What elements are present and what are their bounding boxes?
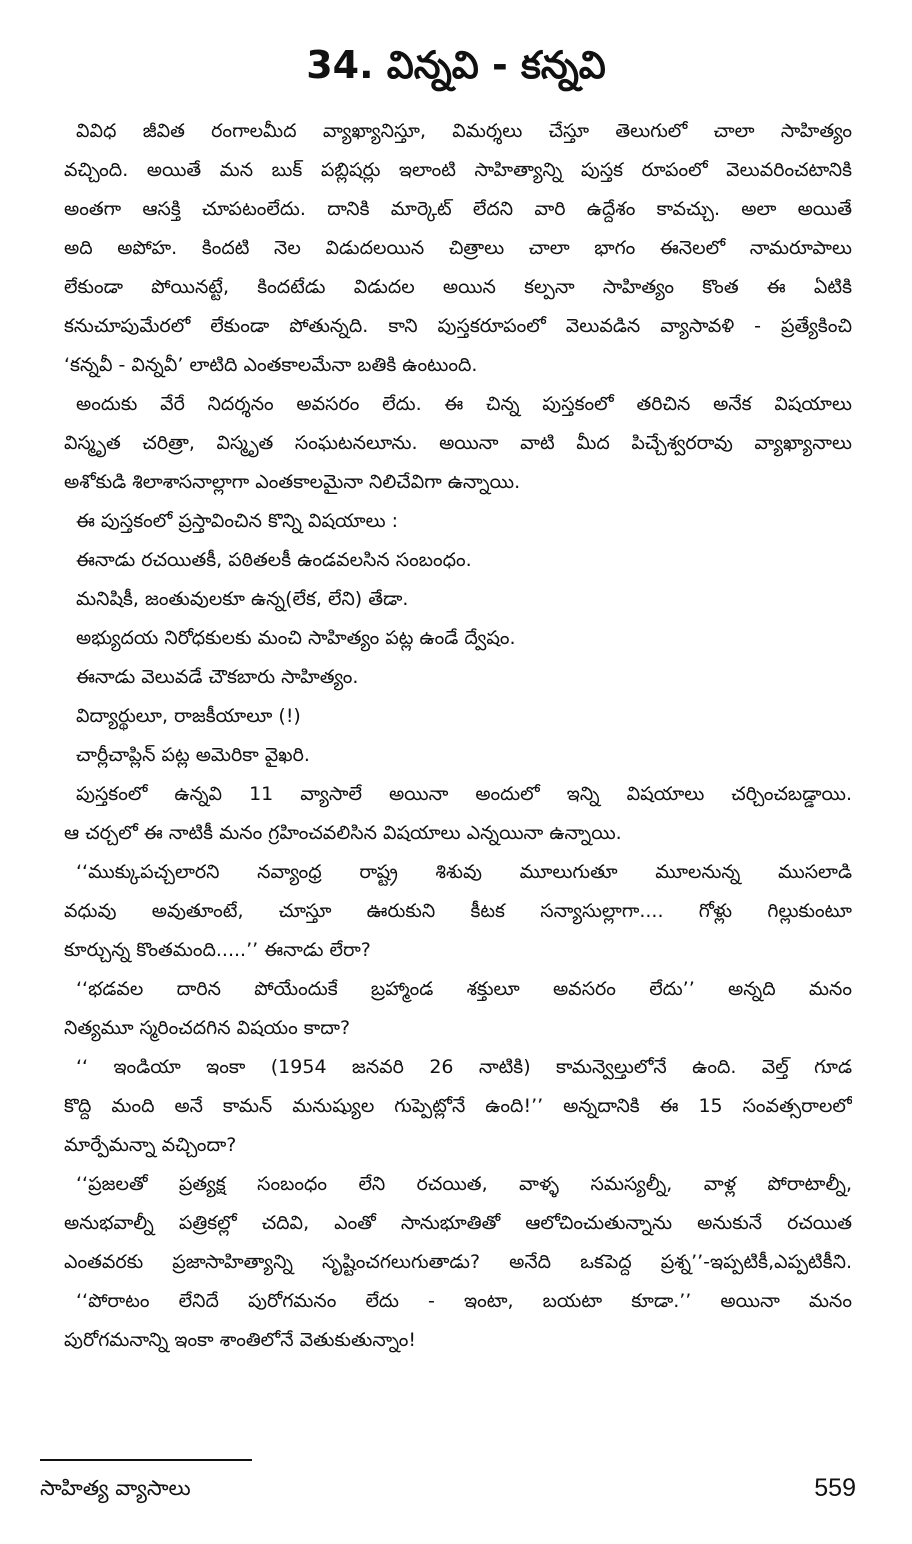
footer-divider <box>40 1459 252 1461</box>
quote-line: వధువు అవుతూంటే, చూస్తూ ఊరుకుని కీటక సన్యాసుల్లాగా.... గోళ్లు గిల్లుకుంటూ <box>64 900 852 922</box>
quote-line: మార్పేమన్నా వచ్చిందా? <box>64 1134 237 1156</box>
text-line: పుస్తకంలో ఉన్నవి 11 వ్యాసాలే అయినా అందులో ఇన్ని విషయాలు చర్చించబడ్డాయి. <box>76 783 852 805</box>
quote-line: ‘‘భడవల దారిన పోయేందుకే బ్రహ్మాండ శక్తులూ అవసరం లేదు’’ అన్నది మనం <box>76 978 852 1000</box>
list-item: చార్లీచాప్లిన్ పట్ల అమెరికా వైఖరి. <box>76 744 310 766</box>
list-heading: ఈ పుస్తకంలో ప్రస్తావించిన కొన్ని విషయాలు : <box>76 510 399 532</box>
list-item: విద్యార్థులూ, రాజకీయాలూ (!) <box>76 705 301 727</box>
text-line: వివిధ జీవిత రంగాలమీద వ్యాఖ్యానిస్తూ, విమర్శలు చేస్తూ తెలుగులో చాలా సాహిత్యం <box>76 120 852 142</box>
chapter-title: 34. విన్నవి - కన్నవి <box>306 43 606 87</box>
text-line: అందుకు వేరే నిదర్శనం అవసరం లేదు. ఈ చిన్న పుస్తకంలో తరిచిన అనేక విషయాలు <box>76 393 852 415</box>
page-number: 559 <box>814 1474 856 1502</box>
text-line: ఆ చర్చలో ఈ నాటికీ మనం గ్రహించవలిసిన విషయాలు ఎన్నయినా ఉన్నాయి. <box>64 822 622 844</box>
quote-line: ‘‘ ఇండియా ఇంకా (1954 జనవరి 26 నాటికి) కామన్వెల్తులోనే ఉంది. వెల్త్ గూడ <box>76 1056 852 1078</box>
quote-line: నిత్యమూ స్మరించదగిన విషయం కాదా? <box>64 1017 351 1039</box>
text-line: ‘కన్నవీ - విన్నవీ’ లాటిది ఎంతకాలమేనా బతికి ఉంటుంది. <box>64 354 478 376</box>
text-line: అశోకుడి శిలాశాసనాల్లాగా ఎంతకాలమైనా నిలిచేవిగా ఉన్నాయి. <box>64 471 521 493</box>
text-line: లేకుండా పోయినట్టే, కిందటేడు విడుదల అయిన కల్పనా సాహిత్యం కొంత ఈ ఏటికి <box>64 276 852 298</box>
list-item: ఈనాడు రచయితకీ, పఠితలకీ ఉండవలసిన సంబంధం. <box>76 549 472 571</box>
text-line: పురోగమనాన్ని ఇంకా శాంతిలోనే వెతుకుతున్నాం! <box>64 1329 416 1351</box>
text-line: అది అపోహ. కిందటి నెల విడుదలయిన చిత్రాలు చాలా భాగం ఈనెలలో నామరూపాలు <box>64 237 852 259</box>
text-line: అంతగా ఆసక్తి చూపటంలేదు. దానికి మార్కెట్ లేదని వారి ఉద్దేశం కావచ్చు. అలా అయితే <box>64 198 852 220</box>
list-item: ఈనాడు వెలువడే చౌకబారు సాహిత్యం. <box>76 666 359 688</box>
quote-line: కొద్ది మంది అనే కామన్ మనుష్యుల గుప్పెట్లోనే ఉంది!’’ అన్నదానికి ఈ 15 సంవత్సరాలలో <box>64 1095 852 1117</box>
quote-line: అనుభవాల్నీ పత్రికల్లో చదివి, ఎంతో సానుభూతితో ఆలోచించుతున్నాను అనుకునే రచయిత <box>64 1212 852 1234</box>
list-item: మనిషికీ, జంతువులకూ ఉన్న(లేక, లేని) తేడా. <box>76 588 409 610</box>
quote-line: ‘‘ముక్కుపచ్చలారని నవ్యాంధ్ర రాష్ట్ర శిశువు మూలుగుతూ మూలనున్న ముసలాడి <box>76 861 852 883</box>
quote-line: కూర్చున్న కొంతమంది.....’’ ఈనాడు లేరా? <box>64 939 371 961</box>
quote-line: ‘‘పోరాటం లేనిదే పురోగమనం లేదు - ఇంటా, బయటా కూడా.’’ అయినా మనం <box>76 1290 852 1312</box>
text-line: కనుచూపుమేరలో లేకుండా పోతున్నది. కాని పుస్తకరూపంలో వెలువడిన వ్యాసావళి - ప్రత్యేకించి <box>64 315 852 337</box>
list-item: అభ్యుదయ నిరోధకులకు మంచి సాహిత్యం పట్ల ఉండే ద్వేషం. <box>76 627 516 649</box>
quote-line: ‘‘ప్రజలతో ప్రత్యక్ష సంబంధం లేని రచయిత, వాళ్ళ సమస్యల్నీ, వాళ్ల పోరాటాల్నీ, <box>76 1173 852 1195</box>
footer-book-title: సాహిత్య వ్యాసాలు <box>40 1476 191 1500</box>
text-line: విస్మృత చరిత్రా, విస్మృత సంఘటనలూను. అయినా వాటి మీద పిచ్చేశ్వరరావు వ్యాఖ్యానాలు <box>64 432 852 454</box>
chapter-body <box>64 112 852 1360</box>
text-line: వచ్చింది. అయితే మన బుక్ పబ్లిషర్లు ఇలాంటి సాహిత్యాన్ని పుస్తక రూపంలో వెలువరించటానికి <box>64 159 852 181</box>
quote-line: ఎంతవరకు ప్రజాసాహిత్యాన్ని సృష్టించగలుగుతాడు? అనేది ఒకపెద్ద ప్రశ్న’’-ఇప్పటికీ,ఎప్పటికీని. <box>64 1251 852 1273</box>
